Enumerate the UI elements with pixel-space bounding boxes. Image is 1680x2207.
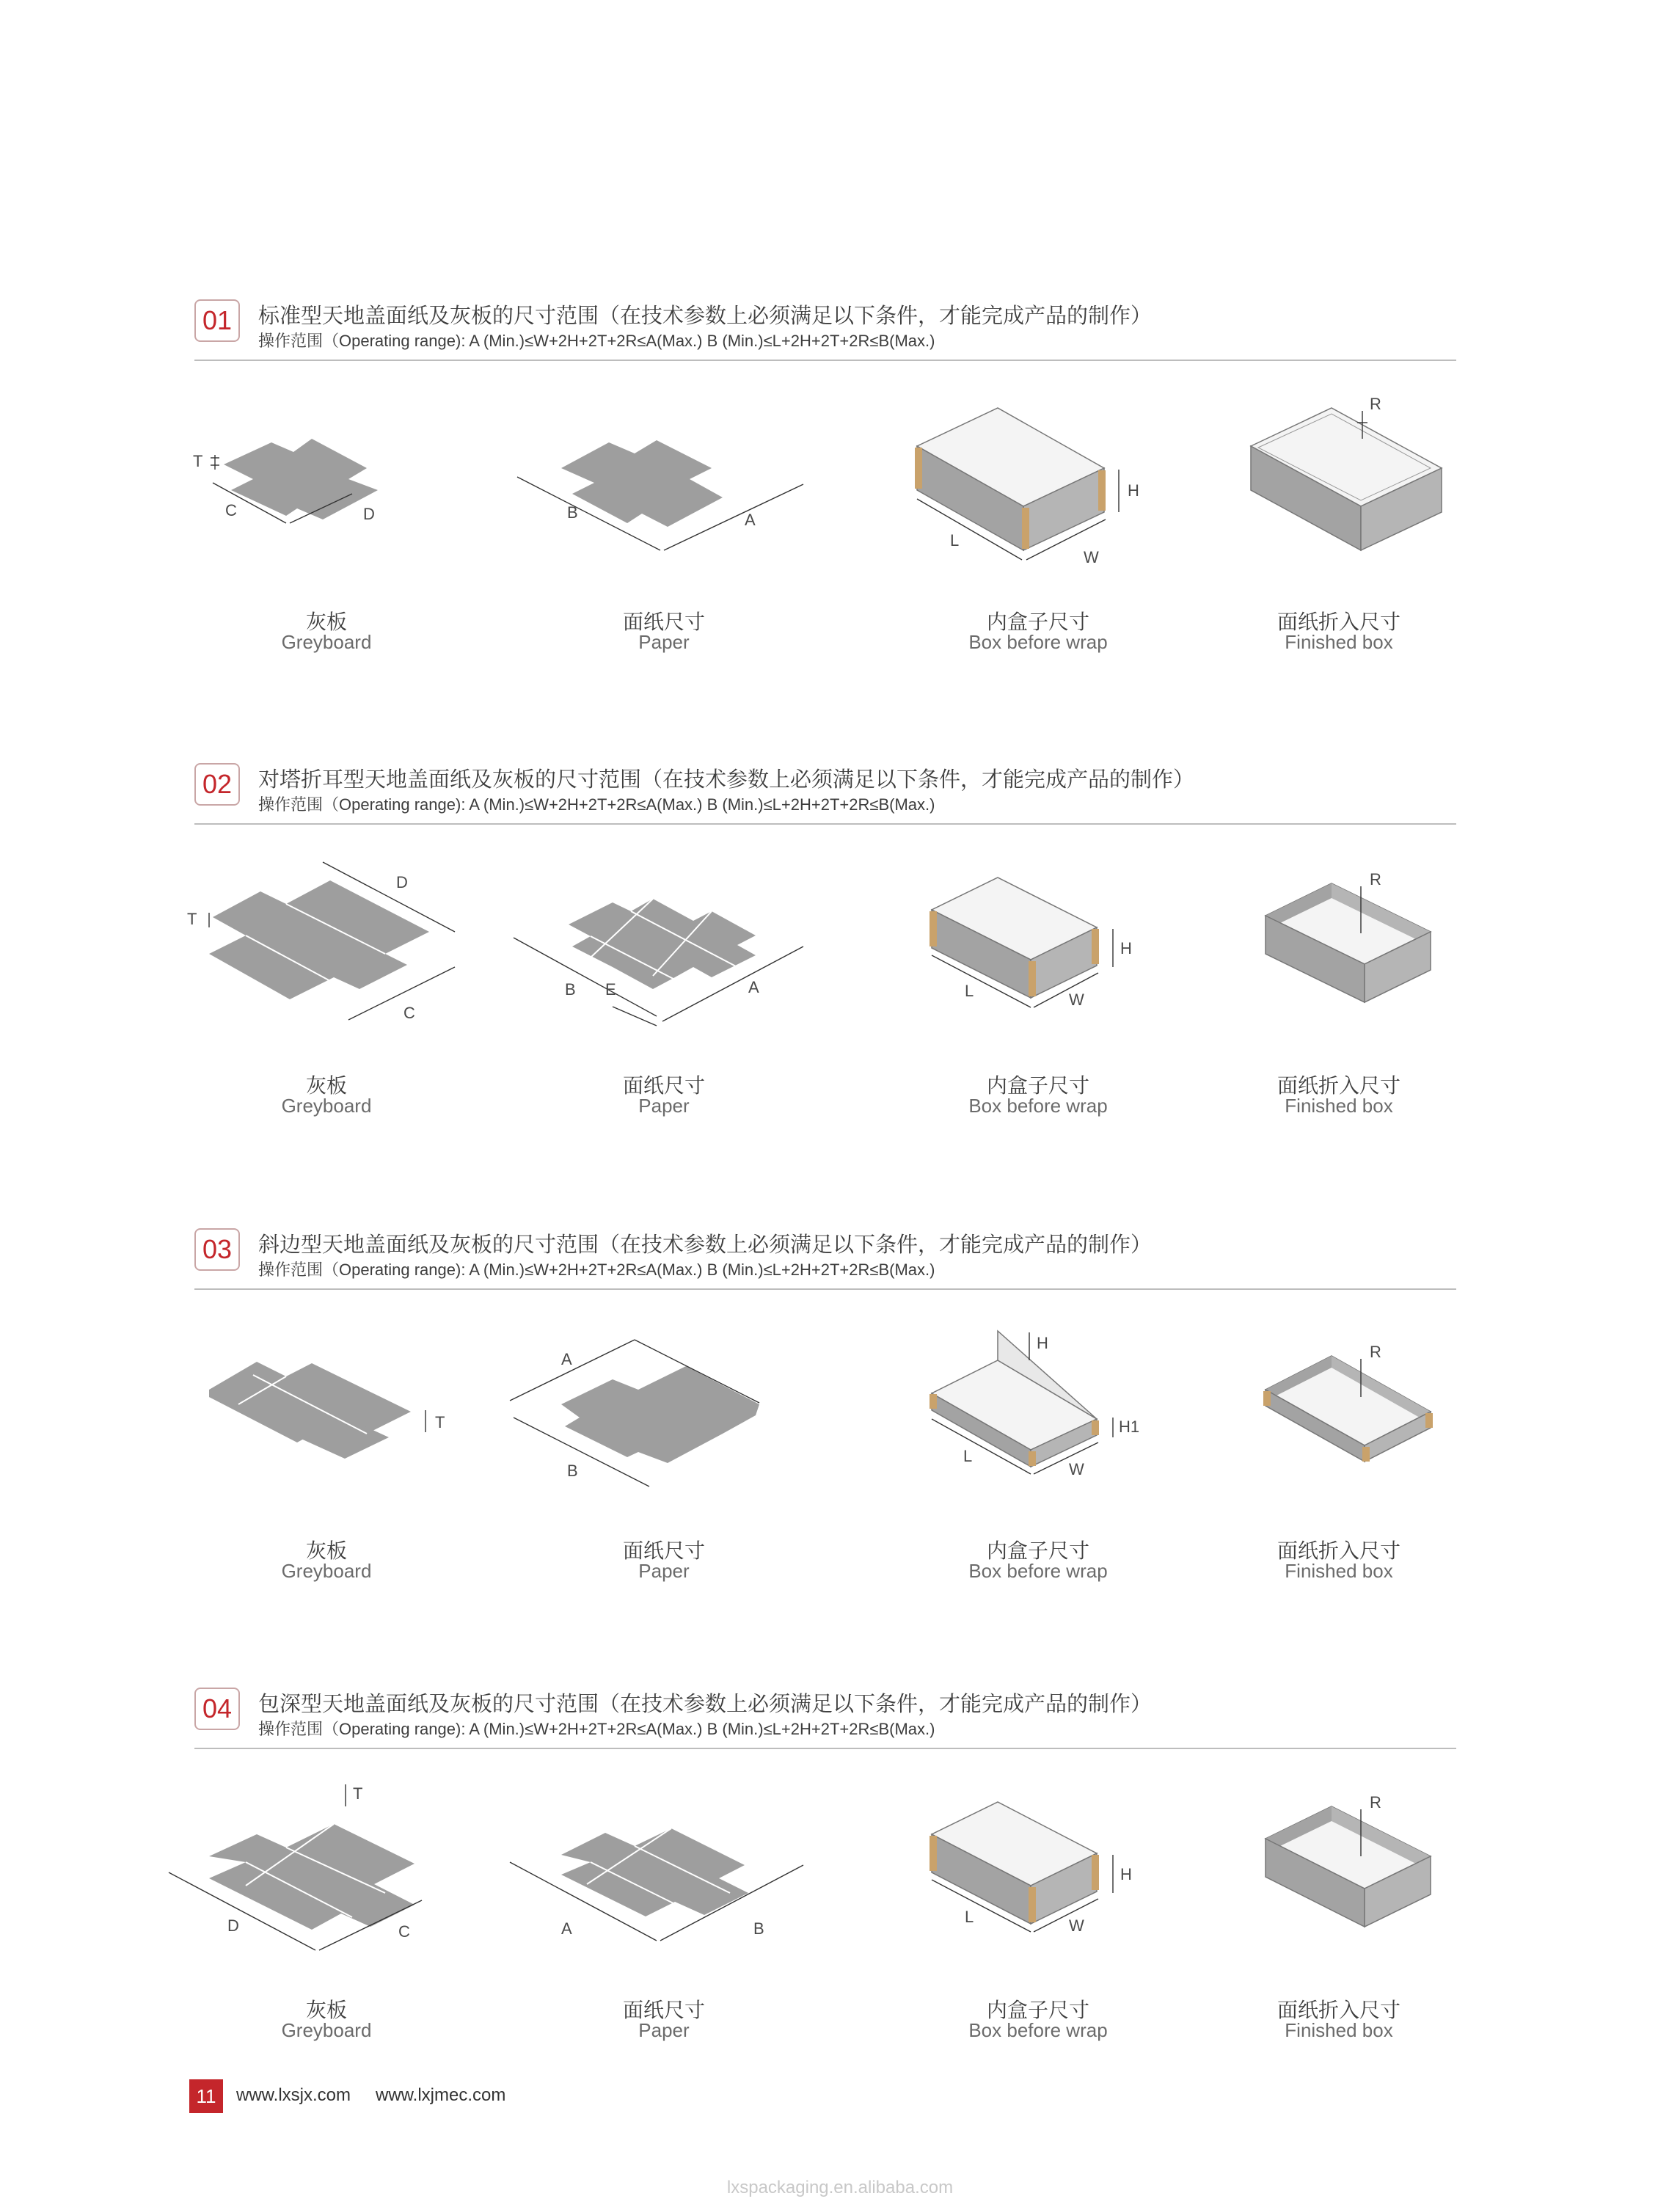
caption-en: Paper bbox=[638, 631, 690, 653]
dim-label: W bbox=[1069, 1916, 1084, 1935]
dim-label: A bbox=[745, 511, 756, 529]
section-number: 04 bbox=[194, 1688, 240, 1730]
dim-label: R bbox=[1370, 395, 1381, 413]
caption-en: Box before wrap bbox=[968, 1095, 1108, 1117]
section-subtitle: 操作范围（Operating range): A (Min.)≤W+2H+2T+2R≤A(Max.) B (Min.)≤L+2H+2T+2R≤B(Max.) bbox=[258, 795, 935, 814]
caption-zh: 面纸尺寸 bbox=[622, 1998, 705, 2022]
caption-zh: 面纸折入尺寸 bbox=[1277, 1073, 1400, 1098]
section-04 bbox=[0, 1688, 1680, 2128]
watermark: lxspackaging.en.alibaba.com bbox=[726, 2178, 954, 2197]
dim-label: H bbox=[1128, 481, 1139, 500]
dim-label: T bbox=[187, 910, 197, 928]
caption-zh: 内盒子尺寸 bbox=[986, 1073, 1089, 1098]
inner-box-diagram bbox=[877, 387, 1199, 608]
caption-en: Finished box bbox=[1285, 2019, 1393, 2041]
caption-en: Finished box bbox=[1285, 631, 1393, 653]
caption-en: Greyboard bbox=[281, 2019, 372, 2041]
caption-zh: 灰板 bbox=[305, 610, 347, 634]
dim-label: B bbox=[567, 503, 578, 522]
divider bbox=[194, 1748, 1456, 1749]
dim-label: T bbox=[193, 452, 203, 470]
caption-en: Paper bbox=[638, 1560, 690, 1582]
dim-label: B bbox=[753, 1919, 764, 1938]
dim-label: C bbox=[225, 501, 237, 519]
caption-zh: 面纸尺寸 bbox=[622, 610, 705, 634]
caption-en: Greyboard bbox=[281, 631, 372, 653]
section-title: 斜边型天地盖面纸及灰板的尺寸范围（在技术参数上必须满足以下条件，才能完成产品的制作） bbox=[258, 1232, 1153, 1257]
section-subtitle: 操作范围（Operating range): A (Min.)≤W+2H+2T+2R≤A(Max.) B (Min.)≤L+2H+2T+2R≤B(Max.) bbox=[258, 332, 935, 350]
dim-label: W bbox=[1069, 991, 1084, 1009]
caption-zh: 面纸折入尺寸 bbox=[1277, 610, 1400, 634]
page-number: 11 bbox=[189, 2079, 223, 2113]
greyboard-diagram bbox=[165, 1776, 488, 1996]
paper-diagram bbox=[503, 1776, 825, 1996]
dim-label: H bbox=[1120, 939, 1132, 957]
caption-en: Box before wrap bbox=[968, 631, 1108, 653]
dim-label: T bbox=[435, 1413, 445, 1431]
section-number: 03 bbox=[194, 1228, 240, 1271]
section-title: 对塔折耳型天地盖面纸及灰板的尺寸范围（在技术参数上必须满足以下条件，才能完成产品的制作） bbox=[258, 767, 1195, 792]
dim-label: A bbox=[748, 978, 759, 996]
dim-label: B bbox=[565, 980, 576, 999]
dim-label: R bbox=[1370, 870, 1381, 889]
caption-zh: 内盒子尺寸 bbox=[986, 1998, 1089, 2022]
dim-label: H bbox=[1037, 1334, 1048, 1352]
caption-en: Box before wrap bbox=[968, 1560, 1108, 1582]
section-number: 02 bbox=[194, 763, 240, 806]
paper-diagram bbox=[503, 851, 825, 1071]
dim-label: H1 bbox=[1119, 1418, 1140, 1436]
caption-zh: 面纸尺寸 bbox=[622, 1073, 705, 1098]
dim-label: B bbox=[567, 1462, 578, 1480]
dim-label: R bbox=[1370, 1343, 1381, 1361]
caption-zh: 内盒子尺寸 bbox=[986, 1539, 1089, 1563]
website-link[interactable]: www.lxsjx.com bbox=[236, 2085, 351, 2105]
caption-en: Paper bbox=[638, 1095, 690, 1117]
dim-label: C bbox=[398, 1922, 410, 1941]
finished-box-diagram bbox=[1177, 1316, 1500, 1536]
finished-box-diagram bbox=[1177, 1776, 1500, 1996]
dim-label: L bbox=[965, 1908, 974, 1926]
dim-label: A bbox=[561, 1350, 572, 1368]
section-02 bbox=[0, 763, 1680, 1203]
dim-label: T bbox=[353, 1784, 363, 1803]
caption-zh: 内盒子尺寸 bbox=[986, 610, 1089, 634]
dim-label: W bbox=[1069, 1460, 1084, 1478]
dim-label: H bbox=[1120, 1865, 1132, 1883]
greyboard-diagram bbox=[165, 1316, 488, 1536]
finished-box-diagram bbox=[1177, 851, 1500, 1071]
caption-zh: 面纸折入尺寸 bbox=[1277, 1539, 1400, 1563]
divider bbox=[194, 1288, 1456, 1290]
divider bbox=[194, 823, 1456, 825]
caption-zh: 面纸尺寸 bbox=[622, 1539, 705, 1563]
website-link[interactable]: www.lxjmec.com bbox=[376, 2085, 506, 2105]
section-01 bbox=[0, 299, 1680, 740]
greyboard-diagram bbox=[165, 387, 488, 608]
divider bbox=[194, 360, 1456, 361]
caption-en: Paper bbox=[638, 2019, 690, 2041]
section-subtitle: 操作范围（Operating range): A (Min.)≤W+2H+2T+2R≤A(Max.) B (Min.)≤L+2H+2T+2R≤B(Max.) bbox=[258, 1261, 935, 1279]
section-number: 01 bbox=[194, 299, 240, 342]
section-title: 包深型天地盖面纸及灰板的尺寸范围（在技术参数上必须满足以下条件，才能完成产品的制作） bbox=[258, 1691, 1153, 1716]
dim-label: W bbox=[1084, 548, 1099, 566]
caption-zh: 灰板 bbox=[305, 1998, 347, 2022]
greyboard-diagram bbox=[165, 851, 488, 1071]
finished-box-diagram bbox=[1177, 387, 1500, 608]
caption-en: Box before wrap bbox=[968, 2019, 1108, 2041]
dim-label: D bbox=[227, 1916, 239, 1935]
inner-box-diagram bbox=[877, 1776, 1199, 1996]
dim-label: E bbox=[605, 980, 616, 999]
caption-zh: 面纸折入尺寸 bbox=[1277, 1998, 1400, 2022]
section-03 bbox=[0, 1228, 1680, 1668]
caption-en: Finished box bbox=[1285, 1095, 1393, 1117]
dim-label: L bbox=[965, 982, 974, 1000]
dim-label: L bbox=[950, 531, 960, 550]
paper-diagram bbox=[503, 387, 825, 608]
paper-diagram bbox=[503, 1316, 825, 1536]
dim-label: L bbox=[963, 1447, 973, 1465]
section-subtitle: 操作范围（Operating range): A (Min.)≤W+2H+2T+2R≤A(Max.) B (Min.)≤L+2H+2T+2R≤B(Max.) bbox=[258, 1720, 935, 1738]
section-title: 标准型天地盖面纸及灰板的尺寸范围（在技术参数上必须满足以下条件，才能完成产品的制作） bbox=[258, 303, 1153, 328]
dim-label: D bbox=[396, 873, 408, 891]
caption-zh: 灰板 bbox=[305, 1539, 347, 1563]
caption-en: Greyboard bbox=[281, 1560, 372, 1582]
dim-label: A bbox=[561, 1919, 572, 1938]
inner-box-diagram bbox=[877, 1316, 1199, 1536]
dim-label: R bbox=[1370, 1793, 1381, 1812]
dim-label: C bbox=[403, 1004, 415, 1022]
dim-label: D bbox=[363, 505, 375, 523]
caption-en: Finished box bbox=[1285, 1560, 1393, 1582]
inner-box-diagram bbox=[877, 851, 1199, 1071]
caption-zh: 灰板 bbox=[305, 1073, 347, 1098]
caption-en: Greyboard bbox=[281, 1095, 372, 1117]
